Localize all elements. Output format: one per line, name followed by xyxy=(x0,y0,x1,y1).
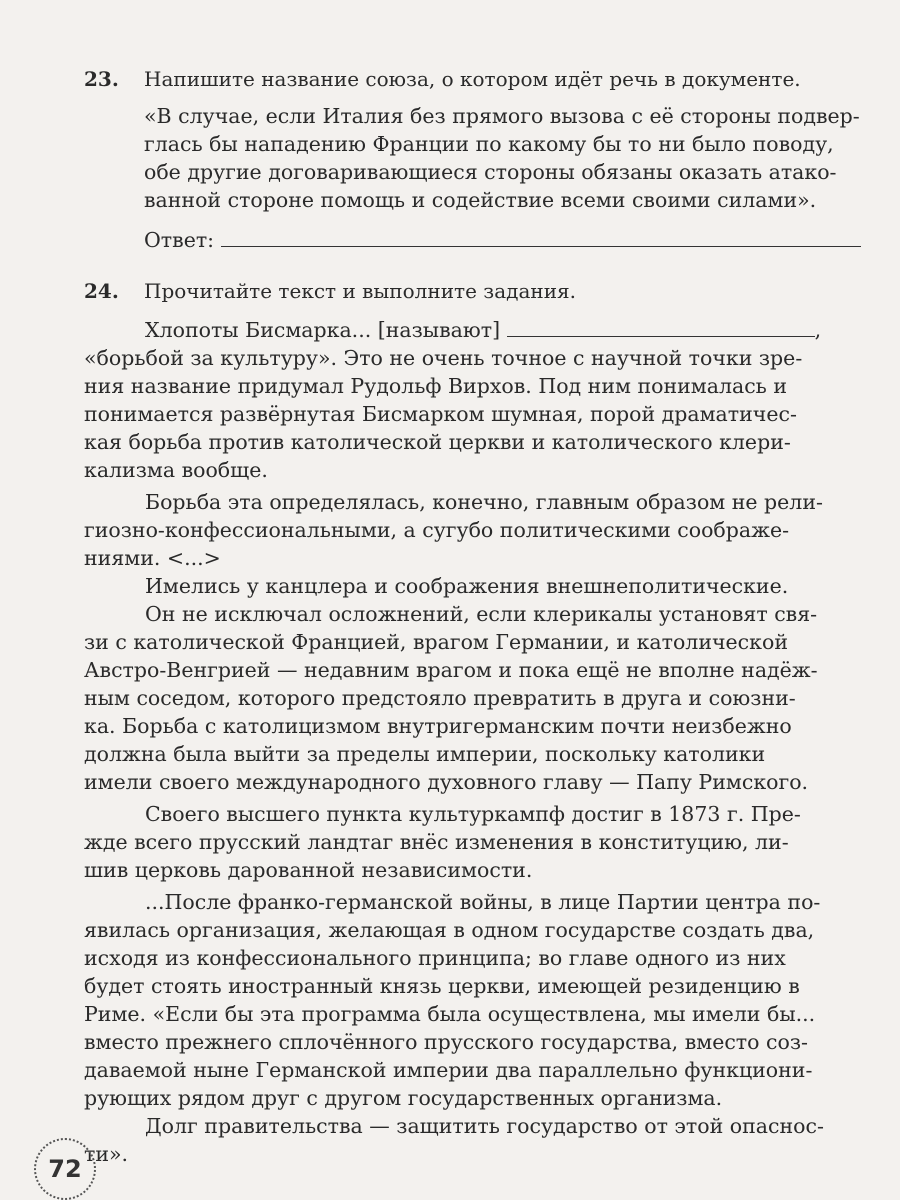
text-line: понимается развёрнутая Бисмарком шумная, порой драматичес- xyxy=(84,402,797,426)
text-line: даваемой ныне Германской империи два параллельно функциони- xyxy=(84,1058,813,1082)
task-23-header xyxy=(84,64,801,94)
text-line: Риме. «Если бы эта программа была осуществлена, мы имели бы... xyxy=(84,1002,816,1026)
text-line: Долг правительства — защитить государство от этой опаснос- xyxy=(145,1114,824,1138)
text-line: зи с католической Францией, врагом Германии, и католической xyxy=(84,630,788,654)
task-23-quote-line: «В случае, если Италия без прямого вызова с её стороны подвер- xyxy=(144,104,860,128)
text-line: исходя из конфессионального принципа; во главе одного из них xyxy=(84,946,786,970)
text-line: жде всего прусский ландтаг внёс изменения в конституцию, ли- xyxy=(84,830,789,854)
text-line: должна была выйти за пределы империи, поскольку католики xyxy=(84,742,766,766)
text-line: кая борьба против католической церкви и католического клери- xyxy=(84,430,791,454)
task-24-number: 24. xyxy=(84,279,119,303)
text-line: явилась организация, желающая в одном государстве создать два, xyxy=(84,918,815,942)
task-23-prompt: Напишите название союза, о котором идёт речь в документе. xyxy=(144,67,801,91)
text-line: ти». xyxy=(84,1142,129,1166)
task-23-answer-row xyxy=(144,226,861,254)
page-number: 72 xyxy=(34,1138,96,1200)
text-line: будет стоять иностранный князь церкви, имеющей резиденцию в xyxy=(84,974,800,998)
fill-in-blank[interactable] xyxy=(507,318,815,337)
text-line: «борьбой за культуру». Это не очень точное с научной точки зре- xyxy=(84,346,803,370)
text-line: ниями. <...> xyxy=(84,546,221,570)
text-line: Борьба эта определялась, конечно, главным образом не рели- xyxy=(145,490,823,514)
task-23-quote-line: ванной стороне помощь и содействие всеми своими силами». xyxy=(144,188,817,212)
answer-field[interactable] xyxy=(221,228,861,247)
text-line: вместо прежнего сплочённого прусского государства, вместо соз- xyxy=(84,1030,808,1054)
text-fragment: Хлопоты Бисмарка... [называют] xyxy=(145,318,501,342)
task-23-number: 23. xyxy=(84,67,119,91)
task-24-first-line xyxy=(145,316,821,344)
text-fragment: , xyxy=(814,318,822,342)
task-23-quote-line: обе другие договаривающиеся стороны обязаны оказать атако- xyxy=(144,160,837,184)
task-24-prompt: Прочитайте текст и выполните задания. xyxy=(144,279,577,303)
text-line: Имелись у канцлера и соображения внешнеполитические. xyxy=(145,574,789,598)
text-line: имели своего международного духовного главу — Папу Римского. xyxy=(84,770,809,794)
text-line: Он не исключал осложнений, если клерикалы установят свя- xyxy=(145,602,818,626)
text-line: ным соседом, которого предстояло превратить в друга и союзни- xyxy=(84,686,796,710)
text-line: Австро-Венгрией — недавним врагом и пока ещё не вполне надёж- xyxy=(84,658,818,682)
text-line: ния название придумал Рудольф Вирхов. Под ним понималась и xyxy=(84,374,788,398)
answer-label: Ответ: xyxy=(144,228,215,252)
text-line: рующих рядом друг с другом государственных организма. xyxy=(84,1086,723,1110)
text-line: шив церковь дарованной независимости. xyxy=(84,858,533,882)
text-line: ка. Борьба с католицизмом внутригерманским почти неизбежно xyxy=(84,714,792,738)
text-line: Своего высшего пункта культуркампф достиг в 1873 г. Пре- xyxy=(145,802,801,826)
text-line: ...После франко-германской войны, в лице Партии центра по- xyxy=(145,890,821,914)
task-23-quote-line: глась бы нападению Франции по какому бы то ни было поводу, xyxy=(144,132,834,156)
text-line: кализма вообще. xyxy=(84,458,268,482)
task-24-header xyxy=(84,276,576,306)
text-line: гиозно-конфессиональными, а сугубо политическими соображе- xyxy=(84,518,790,542)
